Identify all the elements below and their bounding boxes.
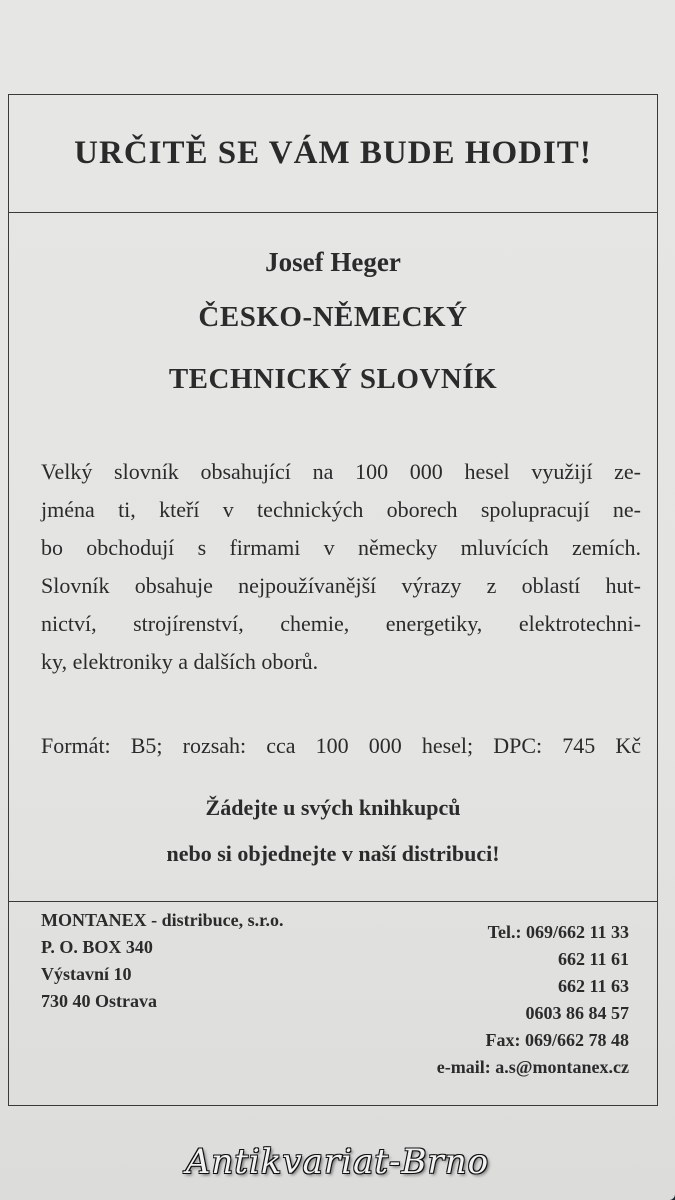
call-to-action-line-2: nebo si objednejte v naší distribuci! <box>166 841 500 866</box>
book-title-line-2: TECHNICKÝ SLOVNÍK <box>168 363 498 395</box>
description-line: Velký slovník obsahující na 100 000 hesel využijí ze- <box>41 459 641 484</box>
watermark: Antikvariat-Brno <box>185 1142 490 1182</box>
description <box>41 453 641 681</box>
call-to-action-line-1: Žádejte u svých knihkupců <box>205 795 461 820</box>
book-author: Josef Heger <box>265 247 401 277</box>
format-line: Formát: B5; rozsah: cca 100 000 hesel; DPC: 745 Kč <box>41 733 641 758</box>
advertisement-frame <box>8 94 658 1106</box>
distributor-city: 730 40 Ostrava <box>41 991 157 1011</box>
distributor-name: MONTANEX - distribuce, s.r.o. <box>41 910 284 930</box>
phone-1: Tel.: 069/662 11 33 <box>487 922 629 942</box>
description-line: ky, elektroniky a dalších oborů. <box>41 649 319 674</box>
distributor-contacts <box>437 919 629 1081</box>
distributor-street: Výstavní 10 <box>41 964 132 984</box>
phone-2: 662 11 61 <box>557 949 629 969</box>
description-line: jména ti, kteří v technických oborech spolupracují ne- <box>41 497 641 522</box>
divider <box>9 901 657 902</box>
phone-4: 0603 86 84 57 <box>525 1003 629 1023</box>
description-line: nictví, strojírenství, chemie, energetiky, elektrotechni- <box>41 611 641 636</box>
headline: URČITĚ SE VÁM BUDE HODIT! <box>9 95 657 213</box>
book-title-line-1: ČESKO-NĚMECKÝ <box>198 301 468 333</box>
fax-number: Fax: 069/662 78 48 <box>485 1030 629 1050</box>
description-line: Slovník obsahuje nejpoužívanější výrazy z oblastí hut- <box>41 573 641 598</box>
description-line: bo obchodují s firmami v německy mluvících zemích. <box>41 535 641 560</box>
distributor-address <box>41 907 284 1015</box>
distributor-po-box: P. O. BOX 340 <box>41 937 153 957</box>
phone-3: 662 11 63 <box>557 976 629 996</box>
email-address: e-mail: a.s@montanex.cz <box>436 1057 629 1077</box>
